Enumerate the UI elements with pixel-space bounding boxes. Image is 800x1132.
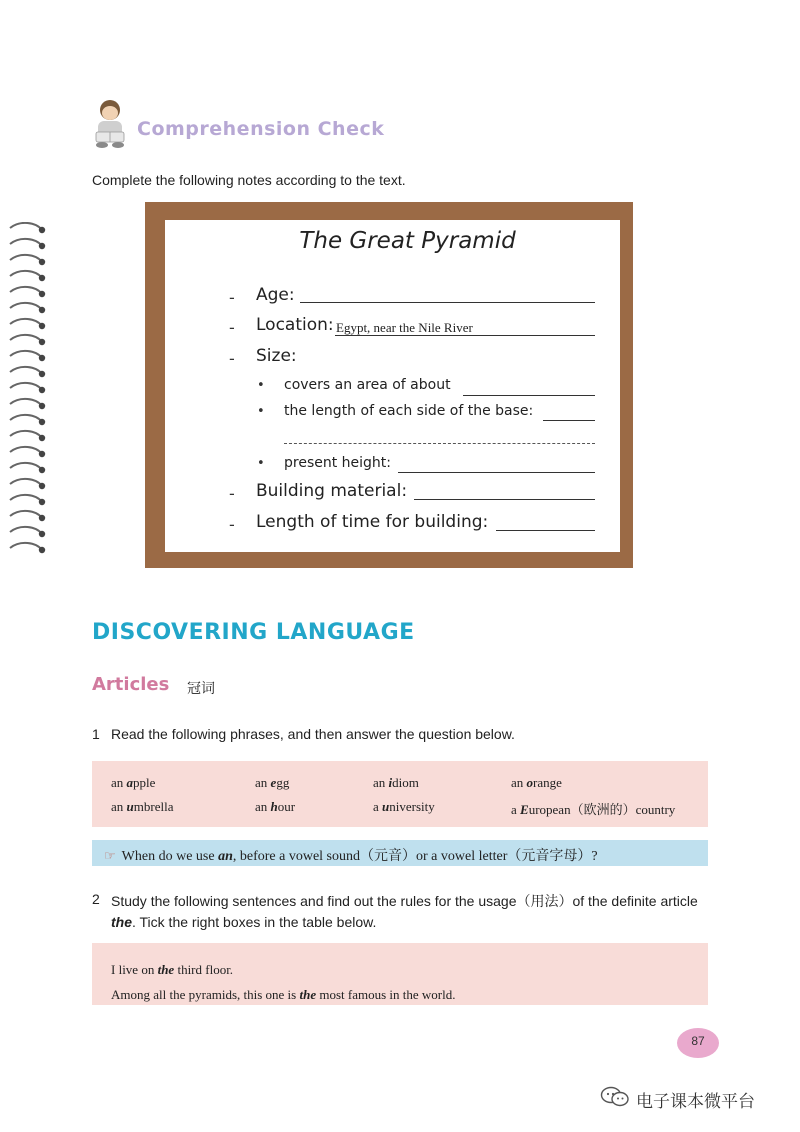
location-label: Location:	[256, 315, 334, 335]
bullet: •	[257, 378, 265, 393]
dash: -	[229, 484, 235, 503]
phrase-item: an orange	[511, 775, 562, 790]
question-1-prompt: ☞ When do we use an, before a vowel sound（元音）or a vowel letter（元音字母）?	[104, 848, 598, 864]
dash: -	[229, 288, 235, 307]
phrase-item: an hour	[255, 799, 296, 814]
size-covers-blank	[463, 395, 595, 396]
phrase-item: a European（欧洲的）country	[511, 802, 676, 817]
phrase-item: an umbrella	[111, 799, 174, 814]
phrase-item: an egg	[255, 775, 290, 790]
location-value: Egypt, near the Nile River	[336, 320, 473, 335]
comprehension-check-title: Comprehension Check	[137, 118, 385, 140]
phrase-item: an apple	[111, 775, 156, 790]
size-height-label: present height:	[284, 455, 392, 471]
question-1-text: Read the following phrases, and then answer the question below.	[111, 726, 515, 742]
size-length-blank	[543, 420, 595, 421]
question-1-number: 1	[92, 726, 100, 742]
dash: -	[229, 515, 235, 534]
wechat-icon	[600, 1086, 630, 1108]
size-length-label: the length of each side of the base:	[284, 403, 534, 419]
time-blank	[496, 530, 595, 531]
age-blank	[300, 302, 595, 303]
bullet: •	[257, 404, 265, 419]
pointing-hand-icon: ☞	[104, 848, 116, 863]
time-label: Length of time for building:	[256, 512, 489, 532]
comprehension-instruction: Complete the following notes according to the text.	[92, 172, 406, 188]
question-2-number: 2	[92, 891, 100, 907]
question-2-text-line2: the. Tick the right boxes in the table below.	[111, 914, 377, 930]
dash: -	[229, 318, 235, 337]
question-2-text-line1: Study the following sentences and find out the rules for the usage（用法）of the definite article	[111, 893, 698, 909]
spiral-binding-icon	[6, 222, 46, 558]
watermark-text: 电子课本微平台	[636, 1092, 755, 1112]
dash: -	[229, 349, 235, 368]
size-height-blank	[398, 472, 595, 473]
material-blank	[414, 499, 595, 500]
discovering-language-heading: DISCOVERING LANGUAGE	[92, 620, 415, 645]
phrase-item: an idiom	[373, 775, 419, 790]
example-sentence: Among all the pyramids, this one is the most famous in the world.	[111, 987, 456, 1002]
phrase-item: a university	[373, 799, 435, 814]
material-label: Building material:	[256, 481, 408, 501]
size-length-blank-2	[284, 443, 595, 444]
age-label: Age:	[256, 285, 295, 305]
size-covers-label: covers an area of about	[284, 377, 451, 393]
notebook-title: The Great Pyramid	[299, 228, 516, 254]
size-label: Size:	[256, 346, 297, 366]
articles-chinese-label: 冠词	[187, 681, 215, 697]
location-blank	[335, 335, 595, 336]
bullet: •	[257, 456, 265, 471]
example-sentence: I live on the third floor.	[111, 962, 234, 977]
articles-heading: Articles	[92, 674, 170, 695]
reading-child-icon	[88, 96, 132, 150]
page-number: 87	[691, 1034, 705, 1048]
